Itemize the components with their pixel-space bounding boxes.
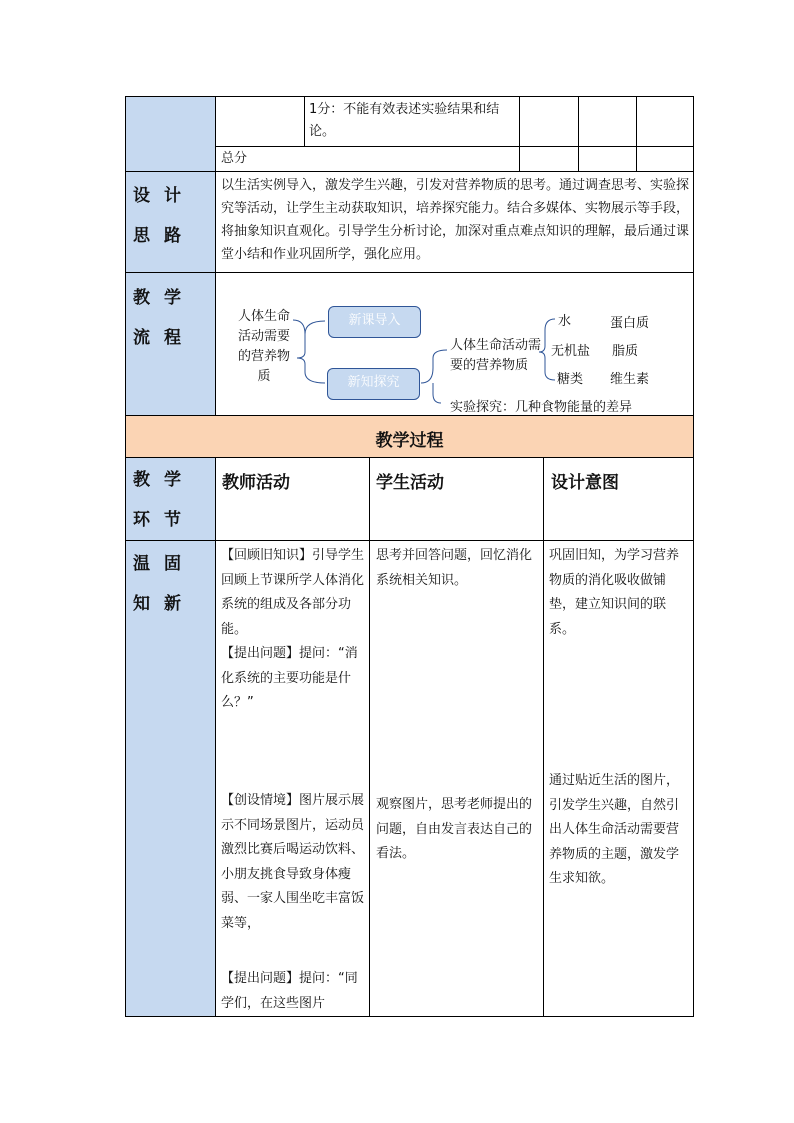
- nutrient-sugars: 糖类: [557, 372, 584, 387]
- flow-node-new-knowledge: 新知探究: [327, 368, 420, 400]
- col-header-stage: [133, 460, 215, 540]
- nutrient-water: 水: [558, 314, 572, 329]
- stage-column-bg-top: [126, 97, 215, 415]
- process-title: 教学过程: [375, 431, 444, 451]
- nutrient-protein: 蛋白质: [610, 316, 650, 331]
- flow-sub-experiment: 实验探究：几种食物能量的差异: [450, 400, 633, 415]
- col-header-student: 学生活动: [376, 473, 444, 493]
- student-activity-review: 思考并回答问题，回忆消化系统相关知识。: [376, 548, 533, 588]
- design-intent-review: 巩固旧知，为学习营养物质的消化吸收做铺垫，建立知识间的联系。: [549, 548, 680, 637]
- stage-review-label: [133, 544, 215, 624]
- teacher-activity-question-1: 【提出问题】提问：“消化系统的主要功能是什么？”: [221, 646, 358, 710]
- score-criterion-1: 1分：不能有效表述实验结果和结论。: [309, 102, 500, 139]
- teacher-activity-question-2: 【提出问题】提问：“同学们，在这些图片: [221, 971, 358, 1011]
- flow-sub-nutrients: 人体生命活动需要的营养物质: [450, 338, 542, 373]
- design-idea-label: [133, 176, 215, 256]
- teacher-activity-scenario: 【创设情境】图片展示展示不同场景图片，运动员激烈比赛后喝运动饮料、小朋友挑食导致身体瘦弱、一家人围坐吃丰富饭菜等，: [221, 793, 365, 931]
- col-header-stage-text: 教学环节: [133, 470, 195, 530]
- student-activity-observe: 观察图片，思考老师提出的问题，自由发言表达自己的看法。: [376, 797, 533, 861]
- nutrient-vitamins: 维生素: [610, 372, 650, 387]
- col-header-intent: 设计意图: [551, 473, 619, 493]
- col-header-teacher: 教师活动: [222, 473, 290, 493]
- nutrient-minerals: 无机盐: [551, 344, 591, 359]
- teacher-activity-review: 【回顾旧知识】引导学生回顾上节课所学人体消化系统的组成及各部分功能。: [221, 548, 365, 637]
- nutrient-lipids: 脂质: [612, 344, 639, 359]
- design-intent-scenario: 通过贴近生活的图片，引发学生兴趣，自然引出人体生命活动需要营养物质的主题，激发学生求知欲。: [549, 773, 680, 886]
- total-score-label: 总分: [221, 151, 248, 166]
- stage-review-label-text: 温固知新: [133, 554, 195, 614]
- design-idea-label-text: 设计思路: [133, 186, 195, 246]
- flow-node-intro: 新课导入: [328, 306, 421, 338]
- teaching-flow-label: [133, 278, 215, 358]
- teaching-flow-label-text: 教学流程: [133, 288, 195, 348]
- flow-root-node: 人体生命活动需要的营养物质: [238, 309, 291, 384]
- design-idea-text: 以生活实例导入，激发学生兴趣，引发对营养物质的思考。通过调查思考、实验探究等活动，让学生主动获取知识，培养探究能力。结合多媒体、实物展示等手段，将抽象知识直观化。引导学生分析讨论，加深对重点难点知识的理解，最后通过课堂小结和作业巩固所学，强化应用。: [221, 178, 690, 262]
